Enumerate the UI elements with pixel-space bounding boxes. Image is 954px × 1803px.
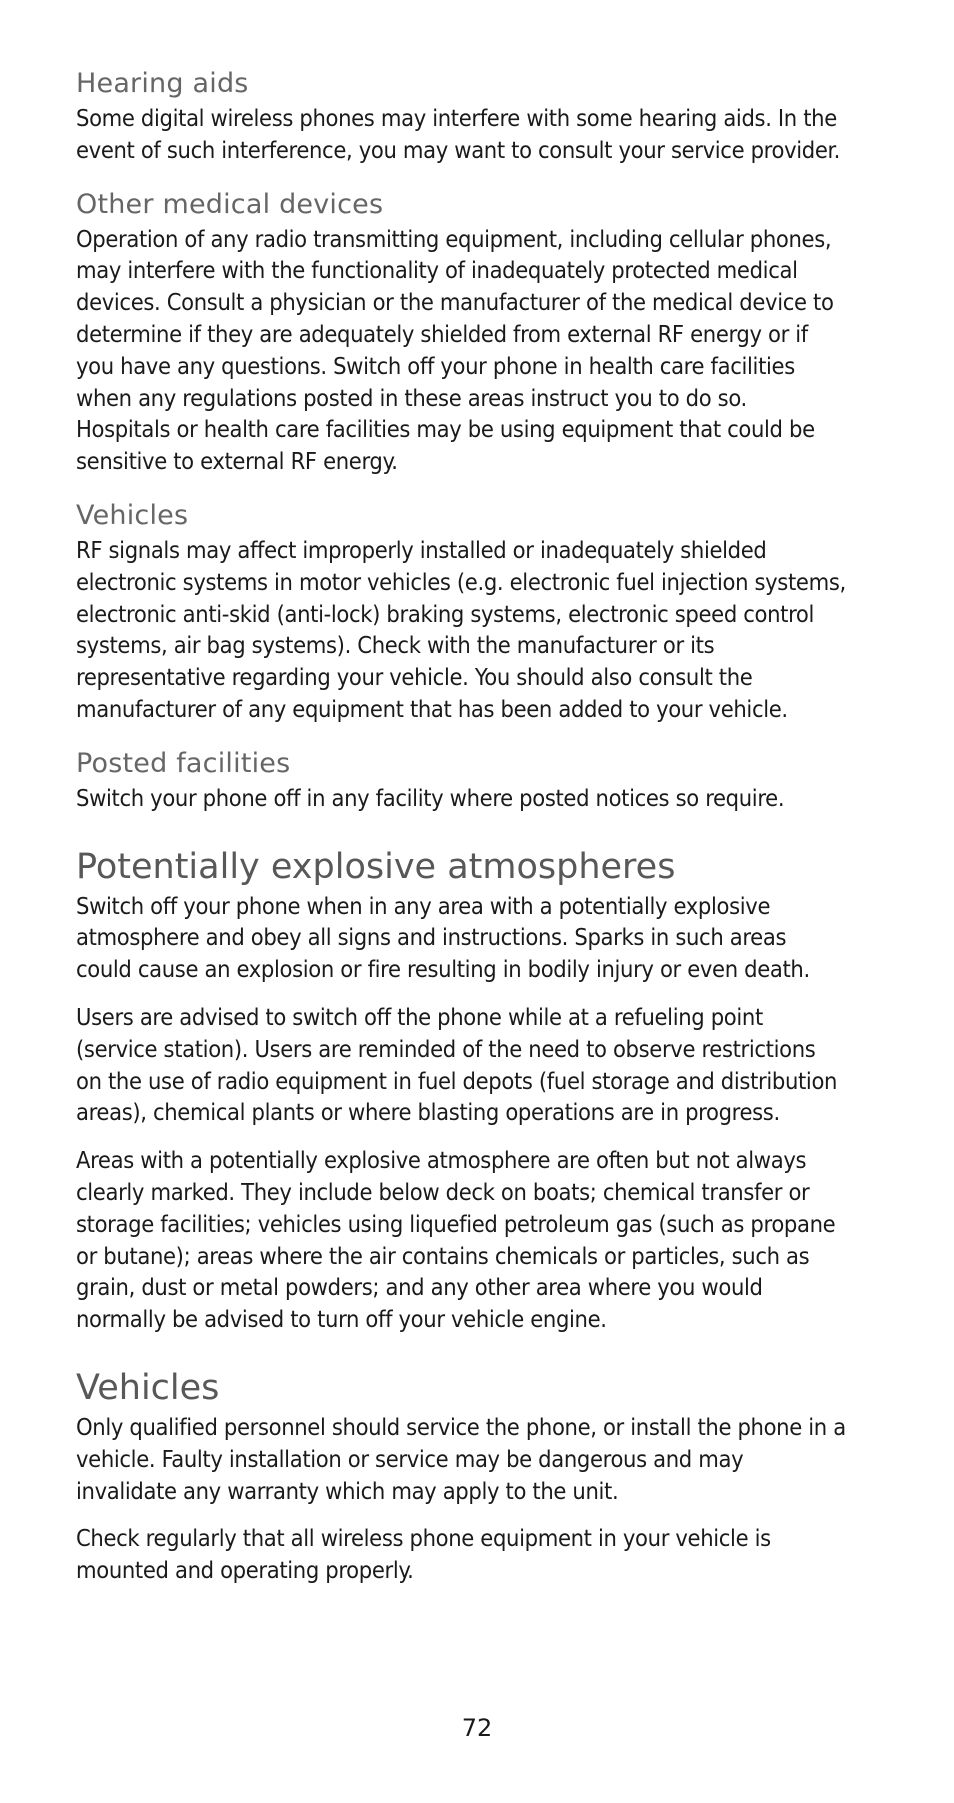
paragraph: Switch off your phone when in any area with a potentially explosive atmosphere and obey all signs and instructions. Sparks in such areas could cause an explosion or fire resulting in bodily injury or even death. <box>76 891 810 984</box>
section-potentially-explosive-atmospheres <box>76 845 846 1336</box>
paragraph: Some digital wireless phones may interfere with some hearing aids. In the event of such interference, you may want to consult your service provider. <box>76 104 841 164</box>
subheading-other-medical-devices: Other medical devices <box>76 188 384 220</box>
subheading-vehicles: Vehicles <box>76 499 189 531</box>
section-title-potentially-explosive-atmospheres: Potentially explosive atmospheres <box>76 846 676 887</box>
paragraph: RF signals may affect improperly installed or inadequately shielded electronic systems in motor vehicles (e.g. electronic fuel injection systems, electronic anti-skid (anti-lock) braking systems, electronic speed control systems, air bag systems). Check with the manufacturer or its representative regarding your vehicle. You should also consult the manufacturer of any equipment that has been added to your vehicle. <box>76 535 846 723</box>
subheading-posted-facilities: Posted facilities <box>76 747 291 779</box>
paragraph: Areas with a potentially explosive atmosphere are often but not always clearly marked. They include below deck on boats; chemical transfer or storage facilities; vehicles using liquefied petroleum gas (such as propane or butane); areas where the air contains chemicals or particles, such as grain, dust or metal powders; and any other area where you would normally be advised to turn off your vehicle engine. <box>76 1146 836 1334</box>
paragraph: Users are advised to switch off the phone while at a refueling point (service station). Users are reminded of the need to observe restrictions on the use of radio equipment in fuel depots (fuel storage and distribution areas), chemical plants or where blasting operations are in progress. <box>76 1002 838 1127</box>
section-vehicles-rf <box>76 498 846 726</box>
subheading-hearing-aids: Hearing aids <box>76 68 249 99</box>
page-number: 72 <box>461 1714 493 1742</box>
paragraph: Only qualified personnel should service the phone, or install the phone in a vehicle. Faulty installation or service may be dangerous and may invalidate any warranty which may apply to the unit. <box>76 1412 846 1505</box>
paragraph: Check regularly that all wireless phone equipment in your vehicle is mounted and operating properly. <box>76 1524 771 1585</box>
document-page <box>76 66 846 1607</box>
section-title-vehicles: Vehicles <box>76 1367 220 1408</box>
section-hearing-aids <box>76 66 846 167</box>
paragraph: Operation of any radio transmitting equipment, including cellular phones, may interfere with the functionality of inadequately protected medical devices. Consult a physician or the manufacturer of the medical device to determine if they are adequately shielded from external RF energy or if you have any questions. Switch off your phone in health care facilities when any regulations posted in these areas instruct you to do so. Hospitals or health care facilities may be using equipment that could be sensitive to external RF energy. <box>76 224 834 476</box>
paragraph: Switch your phone off in any facility where posted notices so require. <box>76 783 785 812</box>
section-other-medical-devices <box>76 187 846 478</box>
section-vehicles-service <box>76 1366 846 1587</box>
section-posted-facilities <box>76 746 846 815</box>
